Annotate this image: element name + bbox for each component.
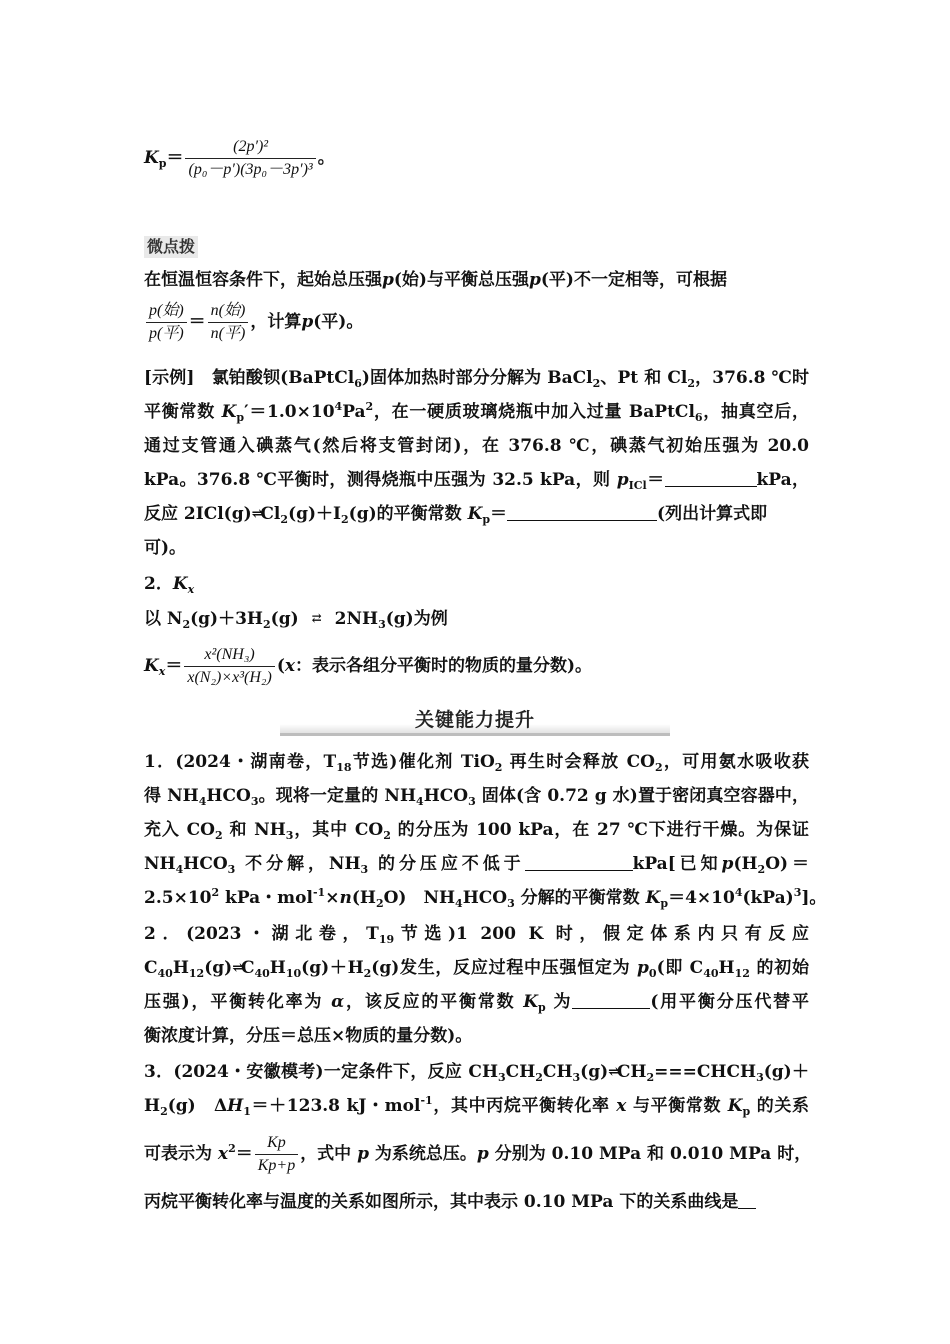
section-banner [280,706,670,736]
answer-blank-q3[interactable] [738,1190,756,1209]
q1-line-4: $NH_4HCO_3$ 不分解，$NH_3$ 的分压应不低于 kPa[已知$p(H_2O)=$ [144,854,809,876]
example-label: [示例] [144,368,195,388]
q3-line-4: 丙烷平衡转化率与温度的关系如图所示，其中表示 0.10 MPa 下的关系曲线是 [144,1190,809,1214]
tip-line-1: 在恒温恒容条件下，起始总压强p(始)与平衡总压强p(平)不一定相等，可根据 [144,270,727,290]
x2-fraction: $\frac{Kp}{Kp+p}$ [255,1134,298,1175]
answer-blank-q1[interactable] [525,852,633,871]
banner-underline [280,733,670,736]
answer-blank-kp[interactable] [507,502,657,521]
reversible-arrow-icon: ⇄ [311,611,322,625]
section-title: 关键能力提升 [414,709,535,731]
example-line-3: 通过支管通入碘蒸气(然后将支管封闭)，在 376.8 ℃，碘蒸气初始压强为 20.0 [144,436,809,456]
q3-line-1: 3．(2024・安徽模考)一定条件下，反应 $CH_3CH_2CH_3(g)\rightleftharpoons CH_2===CHCH_3(g)+$ [144,1062,809,1084]
kp-formula: $K_p=$ $\frac{\text{(2p′)²}}{\text{(p₀－p′)(3p₀－3p′)³}}$ 。 [144,138,335,178]
q3-line-3: 可表示为 $x^2=$ $\frac{Kp}{Kp+p}$ ，式中 p 为系统总压。p 分别为 0.10 MPa 和 0.010 MPa 时， [144,1134,812,1174]
equilibrium-arrow-icon: ⇌ [251,506,261,522]
example-line-5: 反应 $2ICl(g)\rightleftharpoons Cl_2(g)+I_2(g)$的平衡常数 $K_p=$ (列出计算式即 [144,504,768,526]
q2-line-4: 衡浓度计算，分压＝总压×物质的量分数)。 [144,1026,473,1046]
kp-fraction: $\frac{\text{(2p′)²}}{\text{(p₀－p′)(3p₀－3p′)³}}$ [185,138,315,179]
tip-label: 微点拨 [144,236,198,258]
example-line-6: 可)。 [144,538,187,558]
example-line-4: kPa。376.8 ℃平衡时，测得烧瓶中压强为 32.5 kPa，则 $p_{ICl}=$ kPa， [144,470,810,492]
example-line-1: [示例] 氯铂酸钡(BaPtCl$_6$)固体加热时部分分解为 BaCl$_2$、Pt 和 $Cl_2$，376.8 ℃时 [144,368,809,390]
kx-heading: 2．$K_x$ [144,574,195,596]
q1-line-3: 充入 $CO_2$ 和 $NH_3$，其中 $CO_2$ 的分压为 100 kPa，在 27 ℃下进行干燥。为保证 [144,820,809,842]
example-line-2: 平衡常数 $K_p'=1.0\times 10^4Pa^2$，在一硬质玻璃烧瓶中加入过量 BaPtCl$_6$，抽真空后， [144,400,809,424]
q2-line-2: $C_{40}H_{12}(g)\rightleftharpoons C_{40}H_{10}(g)+H_2(g)$发生，反应过程中压强恒定为 $p_0$(即 $C_{40}H_{12}$ 的初始 [144,958,809,980]
q1-line-5: $2.5\times 10^2$ kPa・$mol^{-1}\times n(H_2O)$ $NH_4HCO_3$ 分解的平衡常数 $K_p=4\times 10^4(kPa)^3$]。 [144,886,827,910]
tip-line-2: $\frac{\text{p(始)}}{\text{p(平)}}$ ＝ $\frac{\text{n(始)}}{\text{n(平)}}$ ，计算p(平)。 [144,302,809,343]
n-ratio-fraction: $\frac{\text{n(始)}}{\text{n(平)}}$ [208,302,249,343]
q3-line-2: $H_2(g)$ $\Delta H_1=+123.8$ kJ・mol$^{-1}$，其中丙烷平衡转化率 x 与平衡常数 $K_p$ 的关系 [144,1094,809,1118]
q2-line-1: 2．(2023・湖北卷，$T_{19}$节选)1 200 K 时，假定体系内只有反应 [144,924,809,946]
answer-blank-picl[interactable] [665,468,757,487]
kx-fraction: $\frac{\text{x²(NH₃)}}{\text{x(N₂)×x³(H₂)}}$ [184,646,274,687]
p-ratio-fraction: $\frac{\text{p(始)}}{\text{p(平)}}$ [146,302,187,343]
q1-line-1: 1．(2024・湖南卷，$T_{18}$节选)催化剂 TiO$_2$ 再生时会释放 $CO_2$，可用氨水吸收获 [144,752,809,774]
k-symbol: K [144,148,159,168]
equilibrium-arrow-icon: ⇌ [608,1064,617,1080]
kx-formula: $K_x=$ $\frac{\text{x²(NH₃)}}{\text{x(N₂)×x³(H₂)}}$ (x：表示各组分平衡时的物质的量分数)。 [144,646,593,686]
q2-line-3: 压强)，平衡转化率为 α，该反应的平衡常数 $K_p$ 为 (用平衡分压代替平 [144,992,810,1014]
answer-blank-q2[interactable] [572,990,650,1009]
q1-line-2: 得 $NH_4HCO_3$。现将一定量的 $NH_4HCO_3$ 固体(含 0.72 g 水)置于密闭真空容器中， [144,786,809,808]
equilibrium-arrow-icon: ⇌ [232,960,241,976]
kx-example-reaction: 以 $N_2(g)+3H_2(g)$ ⇄ $2NH_3(g)$为例 [144,606,809,631]
